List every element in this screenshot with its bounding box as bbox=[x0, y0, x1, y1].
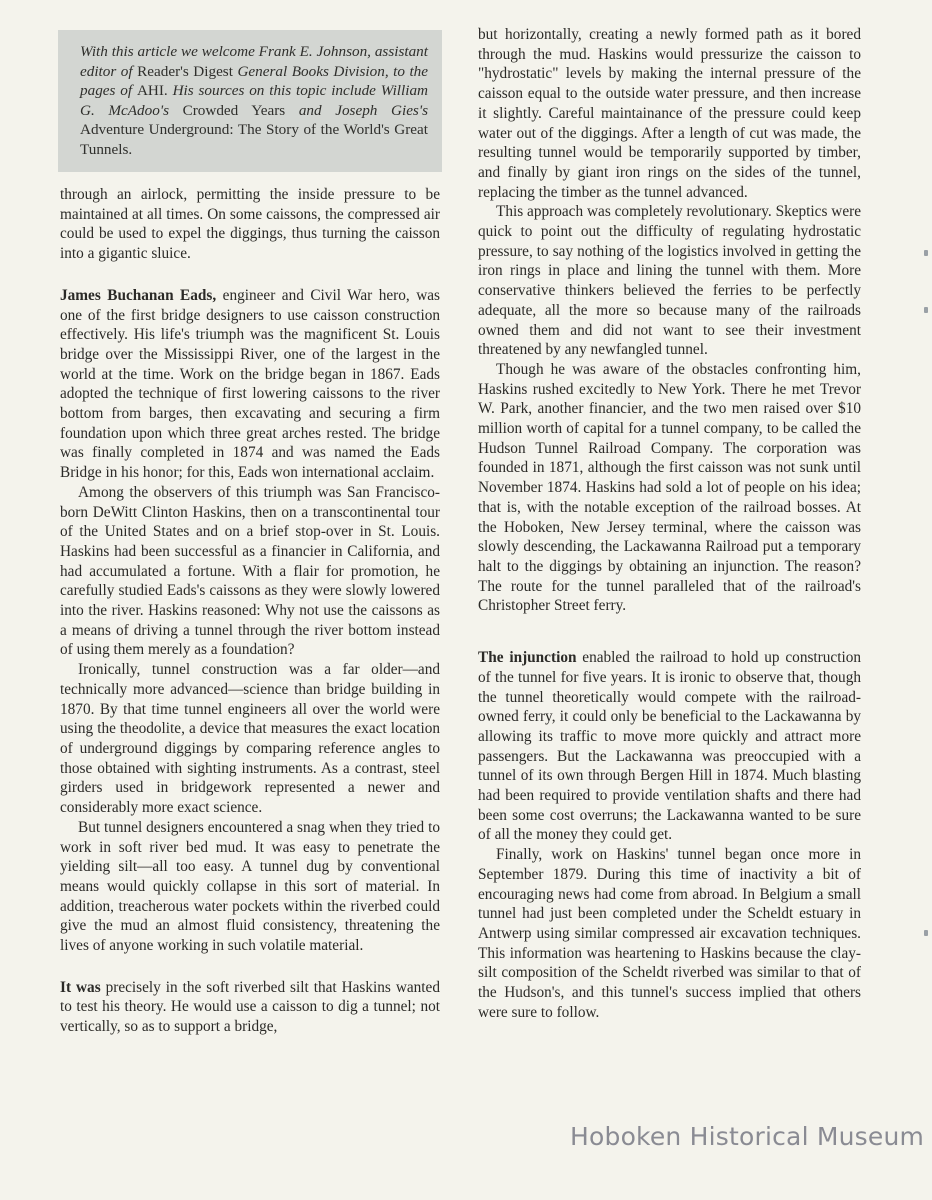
paragraph-text: enabled the railroad to hold up construction of the tunnel for five years. It is ironic to observe that, though the tunnel theoretically would compete with the railroad-owned ferry, it could only be beneficial to the Lackawanna by allowing its traffic to move more quickly and attract more passengers. But the Lackawanna was preoccupied with a tunnel of its own through Bergen Hill in 1874. Much blasting had been required to provide ventilation shafts and there had been some cost overruns; the Lackawanna wanted to be sure of all the money they could get. bbox=[478, 649, 862, 844]
paragraph: but horizontally, creating a newly formed path as it bored through the mud. Haskins would pressurize the caisson to "hydrostatic" levels by making the internal pressure of the caisson equal to the outside water pressure, and then increase it slightly. Careful maintainance of the pressure could keep water out of the diggings. After a length of cut was made, the resulting tunnel would be temporarily supported by timber, and finally by giant iron rings on the sides of the tunnel, replacing the timber as the tunnel advanced. bbox=[478, 26, 861, 201]
note-segment: and Joseph Gies's bbox=[298, 101, 428, 119]
run-in-heading: It was bbox=[60, 978, 101, 996]
paragraph: This approach was completely revolutionary. Skeptics were quick to point out the difficulty of regulating hydrostatic pressure, to say nothing of the logistics involved in getting the iron rings in place and lining the tunnel with them. More conservative thinkers believed the ferries to be perfectly adequate, all the more so because many of the railroads owned them and did not want to see their investment threatened by any newfangled tunnel. bbox=[478, 203, 861, 359]
paragraph: But tunnel designers encountered a snag when they tried to work in soft river bed mud. It was easy to penetrate the yielding silt—all too easy. A tunnel dug by conventional means would quickly collapse in this sort of material. In addition, treacherous water pockets within the riverbed could give the mud an almost fluid consistency, threatening the lives of anyone working in such volatile material. bbox=[60, 818, 440, 955]
run-in-heading: The injunction bbox=[478, 649, 577, 667]
note-segment: His sources on this topic include William G. McAdoo's bbox=[80, 82, 429, 119]
edge-mark bbox=[924, 930, 928, 936]
note-segment: AHI. bbox=[136, 82, 168, 100]
note-segment: Adventure Underground: The Story of the World's Great Tunnels. bbox=[80, 121, 428, 158]
note-segment: Reader's Digest bbox=[137, 62, 233, 80]
paragraph: Ironically, tunnel construction was a far older—and technically more advanced—science than bridge building in 1870. By that time tunnel engineers all over the world were using the theodolite, a device that measures the exact location of underground diggings by comparing reference angles to those obtained with sighting instruments. As a contrast, steel girders used in bridgework represented a newer and considerably more exact science. bbox=[60, 661, 440, 817]
edge-mark bbox=[924, 307, 928, 313]
paragraph-text: precisely in the soft riverbed silt that Haskins wanted to test his theory. He would use a caisson to dig a tunnel; not vertically, so as to support a bridge, bbox=[60, 978, 440, 1036]
note-segment: Crowded Years bbox=[182, 101, 286, 119]
editor-note-text bbox=[80, 42, 428, 160]
note-segment: With this article we welcome Frank E. Johnson, assistant editor of bbox=[80, 43, 428, 80]
edge-mark bbox=[924, 250, 928, 256]
paragraph: Though he was aware of the obstacles confronting him, Haskins rushed excitedly to New York. There he met Trevor W. Park, another financier, and the two men raised over $10 million worth of capital for a tunnel company, to be called the Hudson Tunnel Railroad Company. The corporation was founded in 1871, although the first caisson was not sunk until November 1874. Haskins had sold a lot of people on his idea; that is, with the notable exception of the railroad bosses. At the Hoboken, New Jersey terminal, where the caisson was slowly descending, the Lackawanna Railroad put a temporary halt to the diggings by obtaining an injunction. The reason? The route for the tunnel paralleled that of the railroad's Christopher Street ferry. bbox=[478, 360, 861, 615]
paragraph: through an airlock, permitting the inside pressure to be maintained at all times. On some caissons, the compressed air could be used to expel the diggings, thus turning the caisson into a gigantic sluice. bbox=[60, 186, 440, 263]
museum-watermark: Hoboken Historical Museum bbox=[570, 1122, 925, 1151]
paragraph: Among the observers of this triumph was San Francisco-born DeWitt Clinton Haskins, then on a transcontinental tour of the United States and on a brief stop-over in St. Louis. Haskins had been successful as a financier in California, and had accumulated a fortune. With a flair for promotion, he carefully studied Eads's caissons as they were slowly lowered into the river. Haskins reasoned: Why not use the caissons as a means of driving a tunnel through the river bottom instead of using them merely as a foundation? bbox=[60, 483, 440, 659]
left-column bbox=[60, 185, 440, 1037]
paragraph bbox=[60, 286, 440, 483]
paragraph-text: engineer and Civil War hero, was one of the first bridge designers to use caisson construction effectively. His life's triumph was the magnificent St. Louis bridge over the Mississippi River, one of the largest in the world at the time. Work on the bridge began in 1867. Eads adopted the technique of first lowering caissons to the river bottom from barges, then excavating and securing a firm foundation upon which three great arches rested. The bridge was finally completed in 1874 and was named the Eads Bridge in his honor; for this, Eads won international acclaim. bbox=[60, 286, 440, 482]
paragraph bbox=[60, 978, 440, 1037]
run-in-heading: James Buchanan Eads, bbox=[60, 286, 217, 304]
right-column bbox=[478, 25, 861, 1022]
note-segment: General Books Division, to the pages of bbox=[80, 62, 429, 100]
paragraph bbox=[478, 648, 861, 845]
editor-note-box bbox=[58, 30, 442, 172]
paragraph: Finally, work on Haskins' tunnel began once more in September 1879. During this time of inactivity a bit of encouraging news had come from abroad. In Belgium a small tunnel had just been completed under the Scheldt estuary in Antwerp using similar compressed air excavation techniques. This information was heartening to Haskins because the clay-silt composition of the Scheldt riverbed was similar to that of the Hudson's, and this tunnel's success implied that others were sure to follow. bbox=[478, 846, 861, 1021]
